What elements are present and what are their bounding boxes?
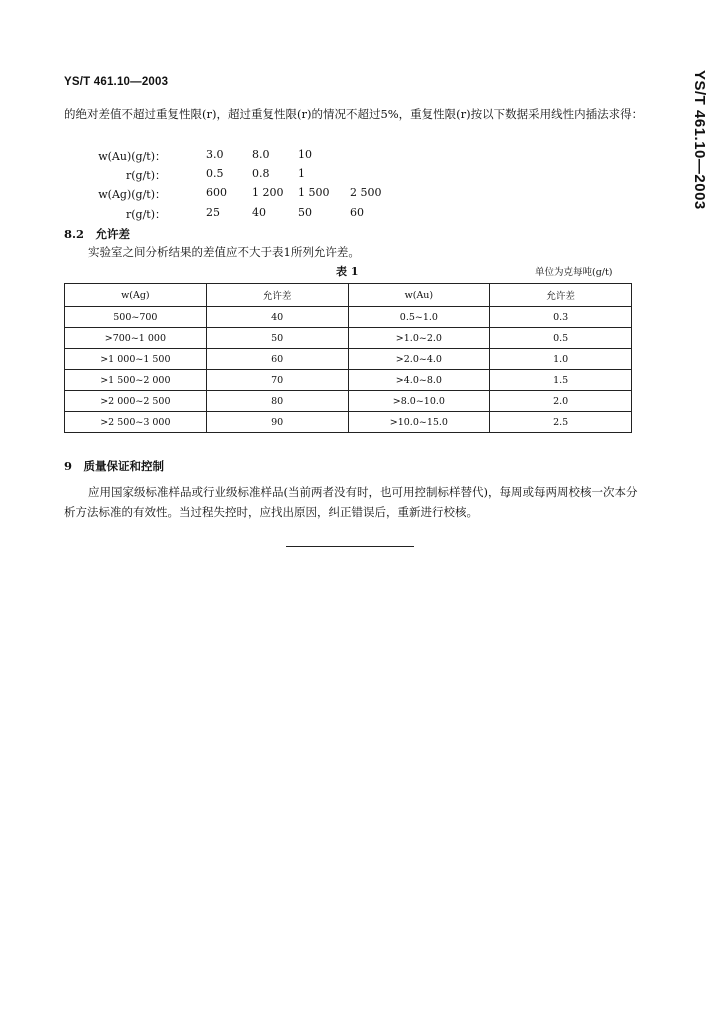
au-range-cell: >1.0~2.0: [348, 328, 490, 349]
table-row: [65, 391, 632, 412]
r-ag-values-row: [0, 206, 724, 224]
au-value: 8.0: [252, 148, 270, 161]
ag-value: 600: [206, 186, 227, 199]
au-tolerance-cell: 2.5: [490, 412, 632, 433]
ag-value: 1 200: [252, 186, 284, 199]
au-tolerance-cell: 1.0: [490, 349, 632, 370]
ag-value: 2 500: [350, 186, 382, 199]
au-values-row: [0, 148, 724, 166]
ag-value: 1 500: [298, 186, 330, 199]
table-caption: 表 1: [336, 265, 359, 278]
r-ag-value: 25: [206, 206, 220, 219]
ag-label: w(Ag)(g/t)：: [98, 188, 166, 201]
ag-range-cell: 500~700: [65, 307, 207, 328]
section-9-title: 9 质量保证和控制: [64, 459, 165, 473]
au-value: 3.0: [206, 148, 224, 161]
r-label: r(g/t)：: [125, 208, 166, 221]
au-range-cell: 0.5~1.0: [348, 307, 490, 328]
au-tolerance-cell: 2.0: [490, 391, 632, 412]
r-ag-value: 50: [298, 206, 312, 219]
r-au-value: 0.8: [252, 167, 270, 180]
au-label: w(Au)(g/t)：: [98, 150, 166, 163]
header-tolerance-au: 允许差: [490, 284, 632, 307]
au-tolerance-cell: 0.3: [490, 307, 632, 328]
table-row: [65, 307, 632, 328]
header-ag: w(Ag): [65, 284, 207, 307]
au-range-cell: >10.0~15.0: [348, 412, 490, 433]
ag-tolerance-cell: 40: [206, 307, 348, 328]
ag-range-cell: >2 000~2 500: [65, 391, 207, 412]
standard-code-header: YS/T 461.10—2003: [64, 76, 169, 88]
table-row: [65, 412, 632, 433]
tolerance-table: [64, 283, 632, 433]
table-row: [65, 349, 632, 370]
intro-paragraph: 的绝对差值不超过重复性限(r)，超过重复性限(r)的情况不超过5%，重复性限(r)按以下数据采用线性内插法求得：: [64, 107, 644, 121]
au-tolerance-cell: 0.5: [490, 328, 632, 349]
r-au-value: 0.5: [206, 167, 224, 180]
ag-range-cell: >1 500~2 000: [65, 370, 207, 391]
au-range-cell: >4.0~8.0: [348, 370, 490, 391]
ag-tolerance-cell: 90: [206, 412, 348, 433]
table-row: [65, 370, 632, 391]
r-ag-value: 40: [252, 206, 266, 219]
ag-range-cell: >700~1 000: [65, 328, 207, 349]
r-label: r(g/t)：: [125, 169, 166, 182]
header-au: w(Au): [348, 284, 490, 307]
ag-tolerance-cell: 60: [206, 349, 348, 370]
ag-tolerance-cell: 50: [206, 328, 348, 349]
header-tolerance-ag: 允许差: [206, 284, 348, 307]
section-9-text: 应用国家级标准样品或行业级标准样品(当前两者没有时，也可用控制标样替代)，每周或每两周校核一次本分析方法标准的有效性。当过程失控时，应找出原因，纠正错误后，重新进行校核。: [64, 485, 638, 519]
end-divider: [286, 546, 414, 547]
ag-range-cell: >2 500~3 000: [65, 412, 207, 433]
section-8-2-text: 实验室之间分析结果的差值应不大于表1所列允许差。: [88, 245, 360, 259]
standard-code-side: YS/T 461.10—2003: [691, 70, 708, 210]
au-value: 10: [298, 148, 312, 161]
ag-values-row: [0, 186, 724, 204]
table-unit: 单位为克每吨(g/t): [535, 267, 613, 278]
table-header-row: [65, 284, 632, 307]
r-au-values-row: [0, 167, 724, 185]
r-au-value: 1: [298, 167, 305, 180]
table-row: [65, 328, 632, 349]
r-ag-value: 60: [350, 206, 364, 219]
ag-range-cell: >1 000~1 500: [65, 349, 207, 370]
ag-tolerance-cell: 80: [206, 391, 348, 412]
au-tolerance-cell: 1.5: [490, 370, 632, 391]
au-range-cell: >8.0~10.0: [348, 391, 490, 412]
au-range-cell: >2.0~4.0: [348, 349, 490, 370]
ag-tolerance-cell: 70: [206, 370, 348, 391]
section-8-2-title: 8.2 允许差: [64, 227, 131, 241]
